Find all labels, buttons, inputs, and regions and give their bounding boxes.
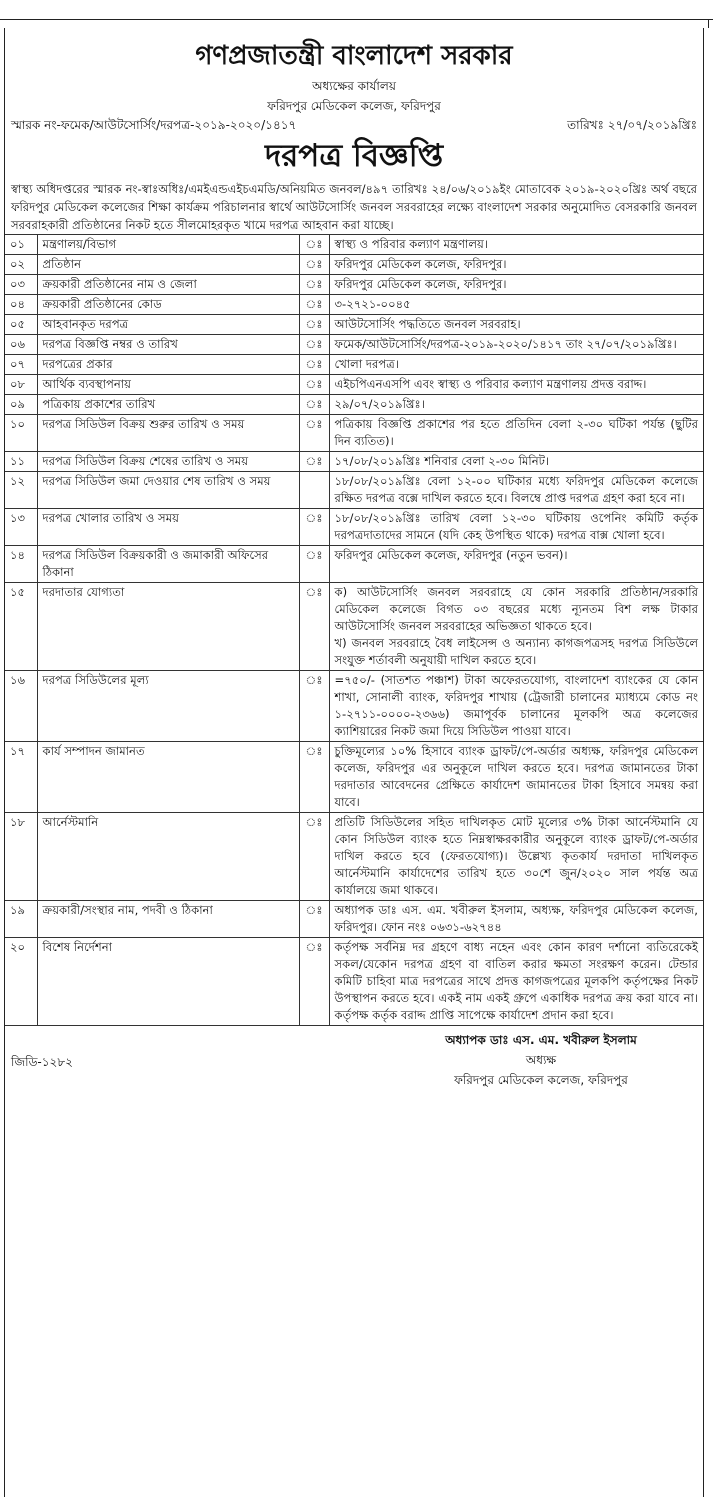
row-colon: ঃ	[299, 255, 329, 275]
row-number: ০৭	[5, 355, 37, 375]
row-colon: ঃ	[299, 509, 329, 546]
office-name: অধ্যক্ষের কার্যালয়	[312, 79, 396, 93]
row-label: আর্নেস্টমানি	[37, 813, 299, 901]
row-number: ০৮	[5, 375, 37, 395]
reference-line	[5, 116, 703, 134]
table-row	[5, 671, 703, 742]
page-top-rule	[0, 0, 713, 28]
row-label: দরপত্র খোলার তারিখ ও সময়	[37, 509, 299, 546]
memo-number: স্মারক নং-ফমেক/আউটসোর্সিং/দরপত্র-২০১৯-২০২০/১৪১৭	[11, 118, 297, 132]
row-colon: ঃ	[299, 813, 329, 901]
notice-title: দরপত্র বিজ্ঞপ্তি	[264, 138, 444, 174]
row-number: ১৮	[5, 813, 37, 901]
row-colon: ঃ	[299, 395, 329, 415]
row-colon: ঃ	[299, 295, 329, 315]
row-label: মন্ত্রণালয়/বিভাগ	[37, 235, 299, 255]
table-row	[5, 452, 703, 472]
row-number: ১৬	[5, 671, 37, 742]
row-label: ক্রয়কারী প্রতিষ্ঠানের নাম ও জেলা	[37, 275, 299, 295]
table-row	[5, 255, 703, 275]
signatory-title: অধ্যক্ষ	[525, 1053, 557, 1067]
row-number: ০৬	[5, 335, 37, 355]
table-row	[5, 295, 703, 315]
row-label: পত্রিকায় প্রকাশের তারিখ	[37, 395, 299, 415]
row-value: চুক্তিমূল্যের ১০% হিসাবে ব্যাংক ড্রাফট/পে-অর্ডার অধ্যক্ষ, ফরিদপুর মেডিকেল কলেজ, ফরিদপুর এর অনুকূলে দাখিল করতে হবে। দরপত্র জামানতের টাকা দরদাতার আবেদনের প্রেক্ষিতে কার্যাদেশ জামানতের টাকা হিসাবে সমন্বয় করা যাবে।	[329, 742, 703, 813]
row-number: ০৩	[5, 275, 37, 295]
row-number: ২০	[5, 938, 37, 1026]
row-label: দরপত্র সিডিউলের মূল্য	[37, 671, 299, 742]
row-value: অধ্যাপক ডাঃ এস. এম. খবীরুল ইসলাম, অধ্যক্ষ, ফরিদপুর মেডিকেল কলেজ, ফরিদপুর। ফোন নংঃ ০৬৩১-৬২৭৪৪	[329, 901, 703, 938]
row-value: =৭৫০/- (সাতশত পঞ্চাশ) টাকা অফেরতযোগ্য, বাংলাদেশ ব্যাংকের যে কোন শাখা, সোনালী ব্যাংক, ফরিদপুর শাখায় (ট্রেজারী চালানের ম্যাধ্যমে কোড নং ১-২৭১১-০০০০-২৩৬৬) জমাপূর্বক চালানের মূলকপি অত্র কলেজের ক্যাশিয়ারের নিকট জমা দিয়ে সিডিউল পাওয়া যাবে।	[329, 671, 703, 742]
row-value: ফমেক/আউটসোর্সিং/দরপত্র-২০১৯-২০২০/১৪১৭ তাং ২৭/০৭/২০১৯খ্রিঃ।	[329, 335, 703, 355]
row-value: খোলা দরপত্র।	[329, 355, 703, 375]
row-colon: ঃ	[299, 452, 329, 472]
table-row	[5, 813, 703, 901]
institution-name: ফরিদপুর মেডিকেল কলেজ, ফরিদপুর	[267, 99, 441, 113]
table-row	[5, 901, 703, 938]
notice-footer	[5, 1026, 703, 1121]
table-row	[5, 583, 703, 671]
row-colon: ঃ	[299, 546, 329, 583]
row-number: ১১	[5, 452, 37, 472]
row-number: ১৫	[5, 583, 37, 671]
row-value: স্বাস্থ্য ও পরিবার কল্যাণ মন্ত্রণালয়।	[329, 235, 703, 255]
tender-notice	[4, 28, 704, 1497]
row-number: ১২	[5, 472, 37, 509]
row-value: ১৮/০৮/২০১৯খ্রিঃ বেলা ১২-০০ ঘটিকার মধ্যে ফরিদপুর মেডিকেল কলেজে রক্ষিত দরপত্র বক্সে দাখিল করতে হবে। বিলম্বে প্রাপ্ত দরপত্র গ্রহণ করা হবে না।	[329, 472, 703, 509]
row-number: ১৪	[5, 546, 37, 583]
table-row	[5, 335, 703, 355]
tender-details-table	[5, 234, 703, 1026]
row-value: ফরিদপুর মেডিকেল কলেজ, ফরিদপুর।	[329, 275, 703, 295]
row-value: ১৮/০৮/২০১৯খ্রিঃ তারিখ বেলা ১২-৩০ ঘটিকায় ওপেনিং কমিটি কর্তৃক দরপত্রদাতাদের সামনে (যদি কেহ উপস্থিত থাকে) দরপত্র বাক্স খোলা হবে।	[329, 509, 703, 546]
row-value: ১৭/০৮/২০১৯খ্রিঃ শনিবার বেলা ২-৩০ মিনিট।	[329, 452, 703, 472]
row-number: ১৯	[5, 901, 37, 938]
row-label: দরপত্র সিডিউল বিক্রয় শেষের তারিখ ও সময়	[37, 452, 299, 472]
row-number: ১০	[5, 415, 37, 452]
row-colon: ঃ	[299, 335, 329, 355]
table-row	[5, 275, 703, 295]
intro-paragraph: স্বাস্থ্য অধিদপ্তরের স্মারক নং-স্বাঃঅধিঃ/এমইএন্ডএইচএমডি/অনিয়মিত জনবল/৪৯৭ তারিখঃ ২৪/০৬/২০১৯ইং মোতাবেক ২০১৯-২০২০খ্রিঃ অর্থ বছরে ফরিদপুর মেডিকেল কলেজের শিক্ষা কার্যক্রম পরিচালনার স্বার্থে আউটসোর্সিং জনবল সরবরাহের লক্ষ্যে বাংলাদেশ সরকার অনুমোদিত বেসরকারি জনবল সরবরাহকারী প্রতিষ্ঠানের নিকট হতে সীলমোহরকৃত খামে দরপত্র আহবান করা যাচ্ছে।	[11, 182, 697, 232]
row-value-part: খ) জনবল সরবরাহে বৈধ লাইসেন্স ও অন্যান্য কাগজপত্রসহ দরপত্র সিডিউলে সংযুক্ত শর্তাবলী অনুযায়ী দাখিল করতে হবে।	[334, 636, 698, 667]
table-row	[5, 938, 703, 1026]
gd-number: জিডি-১২৮২	[11, 1055, 73, 1069]
row-number: ০৫	[5, 315, 37, 335]
signature-block	[391, 1030, 691, 1090]
row-label: আহবানকৃত দরপত্র	[37, 315, 299, 335]
row-colon: ঃ	[299, 415, 329, 452]
row-number: ০২	[5, 255, 37, 275]
row-number: ১৩	[5, 509, 37, 546]
table-row	[5, 235, 703, 255]
table-row	[5, 375, 703, 395]
row-colon: ঃ	[299, 275, 329, 295]
government-name: গণপ্রজাতন্ত্রী বাংলাদেশ সরকার	[195, 41, 513, 71]
row-colon: ঃ	[299, 355, 329, 375]
row-value-part: ক) আউটসোর্সিং জনবল সরবরাহে যে কোন সরকারি প্রতিষ্ঠান/সরকারি মেডিকেল কলেজে বিগত ০৩ বছরের মধ্যে ন্যূনতম বিশ লক্ষ টাকার আউটসোর্সিং জনবল সরবরাহের অভিজ্ঞতা থাকতে হবে।	[334, 585, 698, 633]
row-colon: ঃ	[299, 583, 329, 671]
row-label: ক্রয়কারী/সংস্থার নাম, পদবী ও ঠিকানা	[37, 901, 299, 938]
table-row	[5, 472, 703, 509]
row-label: আর্থিক ব্যবস্থাপনায়	[37, 375, 299, 395]
row-label: কার্য সম্পাদন জামানত	[37, 742, 299, 813]
row-value: প্রতিটি সিডিউলের সহিত দাখিলকৃত মোট মূল্যের ৩% টাকা আর্নেস্টমানি যে কোন সিডিউল ব্যাংক হতে নিম্নস্বাক্ষরকারীর অনুকূলে ব্যাংক ড্রাফট/পে-অর্ডার দাখিল করতে হবে (ফেরতযোগ্য)। উল্লেখ্য কৃতকার্য দরদাতা দাখিলকৃত আর্নেস্টমানি কার্যাদেশের তারিখ হতে ৩০শে জুন/২০২০ সাল পর্যন্ত অত্র কার্যালয়ে জমা থাকবে।	[329, 813, 703, 901]
table-row	[5, 742, 703, 813]
row-label: বিশেষ নির্দেশনা	[37, 938, 299, 1026]
row-number: ০৪	[5, 295, 37, 315]
row-number: ০৯	[5, 395, 37, 415]
row-label: দরপত্র সিডিউল জমা দেওয়ার শেষ তারিখ ও সময়	[37, 472, 299, 509]
row-colon: ঃ	[299, 671, 329, 742]
row-label: দরদাতার যোগ্যতা	[37, 583, 299, 671]
row-number: ০১	[5, 235, 37, 255]
table-row	[5, 546, 703, 583]
row-label: দরপত্র সিডিউল বিক্রয়কারী ও জমাকারী অফিসের ঠিকানা	[37, 546, 299, 583]
table-row	[5, 509, 703, 546]
row-value: কর্তৃপক্ষ সর্বনিম্ন দর গ্রহণে বাধ্য নহেন এবং কোন কারণ দর্শানো ব্যতিরেকেই সকল/যেকোন দরপত্র গ্রহণ বা বাতিল করার ক্ষমতা সংরক্ষণ করেন। টেন্ডার কমিটি চাহিবা মাত্র দরপত্রের সাথে প্রদত্ত কাগজপত্রের মূলকপি কর্তৃপক্ষের নিকট উপস্থাপন করতে হবে। একই নাম একই গ্রুপে একাধিক দরপত্র ক্রয় করা যাবে না। কর্তৃপক্ষ কর্তৃক বরাদ্দ প্রাপ্তি সাপেক্ষে কার্যাদেশ প্রদান করা হবে।	[329, 938, 703, 1026]
row-number: ১৭	[5, 742, 37, 813]
signatory-name: অধ্যাপক ডাঃ এস. এম. খবীরুল ইসলাম	[445, 1033, 637, 1047]
row-colon: ঃ	[299, 901, 329, 938]
row-colon	[299, 472, 329, 509]
row-colon: ঃ	[299, 938, 329, 1026]
notice-header	[5, 40, 703, 116]
row-label: দরপত্র বিজ্ঞপ্তি নম্বর ও তারিখ	[37, 335, 299, 355]
table-row	[5, 315, 703, 335]
row-value: আউটসোর্সিং পদ্ধতিতে জনবল সরবরাহ।	[329, 315, 703, 335]
memo-date: তারিখঃ ২৭/০৭/২০১৯খ্রিঃ	[567, 118, 697, 132]
row-value: ফরিদপুর মেডিকেল কলেজ, ফরিদপুর।	[329, 255, 703, 275]
row-value: ফরিদপুর মেডিকেল কলেজ, ফরিদপুর (নতুন ভবন)।	[329, 546, 703, 583]
signatory-institution: ফরিদপুর মেডিকেল কলেজ, ফরিদপুর	[454, 1073, 628, 1087]
row-label: ক্রয়কারী প্রতিষ্ঠানের কোড	[37, 295, 299, 315]
row-colon: ঃ	[299, 235, 329, 255]
table-row	[5, 415, 703, 452]
row-label: প্রতিষ্ঠান	[37, 255, 299, 275]
row-label: দরপত্র সিডিউল বিক্রয় শুরুর তারিখ ও সময়	[37, 415, 299, 452]
table-row	[5, 355, 703, 375]
row-value: ৩-২৭২১-০০৪৫	[329, 295, 703, 315]
row-colon: ঃ	[299, 375, 329, 395]
row-value	[329, 583, 703, 671]
row-value: এইচপিএনএসপি এবং স্বাস্থ্য ও পরিবার কল্যাণ মন্ত্রণালয় প্রদত্ত বরাদ্দ।	[329, 375, 703, 395]
row-colon: ঃ	[299, 315, 329, 335]
row-label: দরপত্রের প্রকার	[37, 355, 299, 375]
row-colon: ঃ	[299, 742, 329, 813]
row-value: ২৯/০৭/২০১৯খ্রিঃ।	[329, 395, 703, 415]
row-value: পত্রিকায় বিজ্ঞপ্তি প্রকাশের পর হতে প্রতিদিন বেলা ২-৩০ ঘটিকা পর্যন্ত (ছুটির দিন ব্যতিত)।	[329, 415, 703, 452]
table-row	[5, 395, 703, 415]
